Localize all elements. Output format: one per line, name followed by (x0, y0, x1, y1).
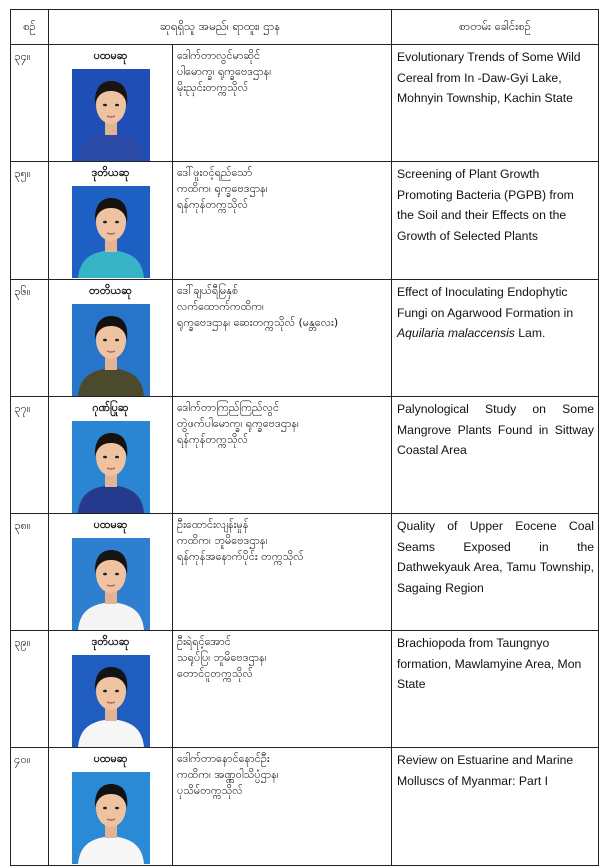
winner-name: ဒေါ်ချယ်ရီမြနှစ် (177, 284, 239, 297)
winner-affiliation: ကထိက၊ ဘူမိဗေဒဌာန၊ (177, 534, 268, 547)
winner-details (173, 514, 392, 631)
winner-affiliation: ကထိက၊ ရုက္ခဗေဒဌာန၊ (177, 182, 268, 195)
winner-affiliation: တွဲဖက်ပါမောက္ခ၊ ရုက္ခဗေဒဌာန၊ (177, 417, 299, 430)
rank-cell (49, 162, 173, 280)
award-rank: ဒုတိယဆု (91, 166, 130, 179)
portrait-image (72, 772, 150, 864)
portrait-image (72, 655, 150, 747)
winner-details (173, 631, 392, 748)
row-number: ၃၇။ (11, 397, 49, 514)
awards-table (10, 9, 599, 866)
portrait-image (72, 69, 150, 161)
title-text: Effect of Inoculating Endophytic Fungi on Agarwood Formation in (397, 285, 574, 320)
table-row (11, 514, 599, 631)
winner-affiliation: ရုက္ခဗေဒဌာန၊ ဆေးတက္ကသိုလ် (မန္တလေး) (177, 316, 339, 329)
winner-details (173, 397, 392, 514)
row-number: ၃၄။ (11, 45, 49, 162)
row-number: ၃၅။ (11, 162, 49, 280)
winner-affiliation: သရုပ်ပြ၊ ဘူမိဗေဒဌာန၊ (177, 651, 267, 664)
table-row (11, 748, 599, 866)
paper-title: Brachiopoda from Taungnyo formation, Mawlamyine Area, Mon State (392, 631, 599, 748)
paper-title: Palynological Study on Some Mangrove Plants Found in Sittway Coastal Area (392, 397, 599, 514)
winner-name: ဦးရဲရင့်အောင် (177, 635, 231, 648)
award-rank: တတိယဆု (89, 284, 132, 297)
portrait-image (72, 538, 150, 630)
paper-title: Evolutionary Trends of Some Wild Cereal from In -Daw-Gyi Lake, Mohnyin Township, Kachin State (392, 45, 599, 162)
rank-cell (49, 280, 173, 397)
rank-cell (49, 397, 173, 514)
row-number: ၃၉။ (11, 631, 49, 748)
winner-affiliation: ပုသိမ်တက္ကသိုလ် (177, 784, 243, 797)
winner-affiliation: လက်ထောက်ကထိက၊ (177, 300, 264, 313)
winner-affiliation: ရန်ကုန်တက္ကသိုလ် (177, 433, 248, 446)
award-rank: ပထမဆု (93, 752, 128, 765)
winner-name: ဒေါက်တာလွင်မာဆိုင် (177, 49, 261, 62)
portrait-photo (72, 655, 150, 747)
portrait-photo (72, 186, 150, 278)
table-row (11, 162, 599, 280)
paper-title (392, 280, 599, 397)
winner-name: ဒေါက်တာနောင်နောင်ဦး (177, 752, 270, 765)
portrait-photo (72, 421, 150, 513)
portrait-image (72, 304, 150, 396)
winner-details (173, 280, 392, 397)
paper-title: Screening of Plant Growth Promoting Bacteria (PGPB) from the Soil and their Effects on the Growth of Selected Plants (392, 162, 599, 280)
winner-affiliation: ရန်ကုန်တက္ကသိုလ် (177, 198, 248, 211)
winner-affiliation: ပါမောက္ခ၊ ရုက္ခဗေဒဌာန၊ (177, 65, 272, 78)
table-row (11, 631, 599, 748)
header-title: စာတမ်း ခေါင်းစဉ် (392, 10, 599, 45)
paper-title: Review on Estuarine and Marine Molluscs of Myanmar: Part I (392, 748, 599, 866)
scientific-name: Aquilaria malaccensis (397, 326, 515, 340)
portrait-image (72, 186, 150, 278)
award-rank: ပထမဆု (93, 518, 128, 531)
portrait-photo (72, 304, 150, 396)
header-row (11, 10, 599, 45)
rank-cell (49, 45, 173, 162)
row-number: ၃၈။ (11, 514, 49, 631)
winner-affiliation: ရန်ကုန်အနောက်ပိုင်း တက္ကသိုလ် (177, 550, 304, 563)
rank-cell (49, 631, 173, 748)
header-winner: ဆုရရှိသူ အမည်၊ ရာထူး၊ ဌာန (49, 10, 392, 45)
winner-details (173, 162, 392, 280)
portrait-image (72, 421, 150, 513)
winner-name: ဒေါက်တာကြည်ကြည်လွင် (177, 401, 280, 414)
header-no: စဉ် (11, 10, 49, 45)
winner-affiliation: မိုးညှင်းတက္ကသိုလ် (177, 81, 249, 94)
award-rank: ဂုဏ်ပြုဆု (92, 401, 129, 414)
rank-cell (49, 748, 173, 866)
row-number: ၃၆။ (11, 280, 49, 397)
winner-details (173, 45, 392, 162)
rank-cell (49, 514, 173, 631)
table-row (11, 397, 599, 514)
paper-title: Quality of Upper Eocene Coal Seams Exposed in the Dathwekyauk Area, Tamu Township, Sagaing Region (392, 514, 599, 631)
portrait-photo (72, 772, 150, 864)
title-text: Lam. (514, 326, 546, 340)
portrait-photo (72, 538, 150, 630)
award-rank: ပထမဆု (93, 49, 128, 62)
winner-affiliation: ကထိက၊ အဏ္ဏဝါသိပ္ပံဌာန၊ (177, 768, 279, 781)
winner-name: ဦးထောင်းလျန်းမှုန် (177, 518, 249, 531)
row-number: ၄၀။ (11, 748, 49, 866)
award-rank: ဒုတိယဆု (91, 635, 130, 648)
winner-affiliation: တောင်ငူတက္ကသိုလ် (177, 667, 253, 680)
winner-details (173, 748, 392, 866)
table-row (11, 280, 599, 397)
winner-name: ဒေါ်ဖူးဝင့်ရည်သော် (177, 166, 253, 179)
table-row (11, 45, 599, 162)
portrait-photo (72, 69, 150, 161)
